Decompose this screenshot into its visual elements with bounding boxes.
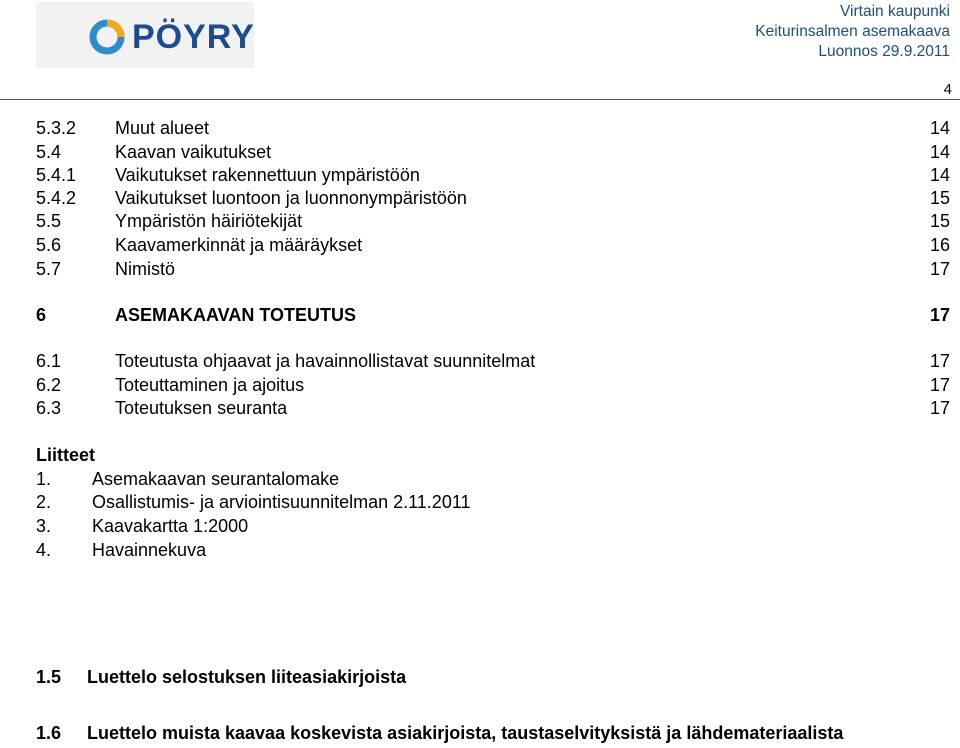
toc-page: 17 bbox=[929, 351, 950, 371]
attachment-item bbox=[36, 515, 248, 538]
toc-number: 6.3 bbox=[36, 398, 62, 418]
attachment-item bbox=[36, 491, 471, 514]
poyry-logo-icon bbox=[88, 18, 126, 56]
toc-number: 6 bbox=[36, 305, 47, 325]
toc-title: ASEMAKAAVAN TOTEUTUS bbox=[115, 305, 357, 325]
toc-number: 6.1 bbox=[36, 351, 62, 371]
company-logo bbox=[36, 2, 254, 68]
toc-title: Vaikutukset rakennettuun ympäristöön bbox=[115, 165, 420, 185]
toc-title: Toteuttaminen ja ajoitus bbox=[115, 375, 305, 395]
toc-number: 5.4.1 bbox=[36, 165, 77, 185]
toc-page: 15 bbox=[929, 211, 950, 231]
toc-page: 14 bbox=[929, 118, 950, 138]
header-divider bbox=[0, 99, 960, 100]
toc-title: Vaikutukset luontoon ja luonnonympäristöön bbox=[115, 188, 467, 208]
toc-row bbox=[36, 210, 950, 233]
toc-number: 5.3.2 bbox=[36, 118, 77, 138]
header-plan-name: Keiturinsalmen asemakaava bbox=[755, 23, 950, 40]
toc-page: 14 bbox=[929, 165, 950, 185]
toc-row bbox=[36, 141, 950, 164]
section-title: Luettelo selostuksen liiteasiakirjoista bbox=[87, 667, 407, 687]
toc-row bbox=[36, 350, 950, 373]
toc-page: 14 bbox=[929, 142, 950, 162]
attachment-title: Kaavakartta 1:2000 bbox=[92, 516, 249, 536]
toc-title: Muut alueet bbox=[115, 118, 210, 138]
toc-number: 5.5 bbox=[36, 211, 62, 231]
toc-title: Nimistö bbox=[115, 259, 176, 279]
logo-text: PÖYRY bbox=[132, 18, 255, 56]
toc-page: 17 bbox=[929, 305, 950, 325]
attachment-number: 1. bbox=[36, 469, 52, 489]
toc-title: Kaavamerkinnät ja määräykset bbox=[115, 235, 363, 255]
toc-page: 16 bbox=[929, 235, 950, 255]
toc-row bbox=[36, 164, 950, 187]
toc-number: 5.4.2 bbox=[36, 188, 77, 208]
toc-number: 5.6 bbox=[36, 235, 62, 255]
section-heading bbox=[36, 722, 843, 745]
attachment-number: 3. bbox=[36, 516, 52, 536]
section-number: 1.5 bbox=[36, 667, 62, 687]
toc-page: 15 bbox=[929, 188, 950, 208]
toc-row bbox=[36, 397, 950, 420]
header-municipality: Virtain kaupunki bbox=[839, 3, 950, 20]
attachment-item bbox=[36, 539, 206, 562]
toc-row bbox=[36, 258, 950, 281]
attachment-number: 2. bbox=[36, 492, 52, 512]
toc-page: 17 bbox=[929, 398, 950, 418]
section-heading bbox=[36, 666, 406, 689]
toc-page: 17 bbox=[929, 375, 950, 395]
attachment-title: Osallistumis- ja arviointisuunnitelman 2.11.2011 bbox=[92, 492, 471, 512]
toc-title: Toteutuksen seuranta bbox=[115, 398, 288, 418]
attachments-heading: Liitteet bbox=[36, 445, 96, 465]
toc-row bbox=[36, 117, 950, 140]
toc-row bbox=[36, 234, 950, 257]
attachment-item bbox=[36, 468, 339, 491]
section-title: Luettelo muista kaavaa koskevista asiakirjoista, taustaselvityksistä ja lähdemateriaalista bbox=[87, 723, 844, 743]
toc-row bbox=[36, 187, 950, 210]
toc-title: Toteutusta ohjaavat ja havainnollistavat suunnitelmat bbox=[115, 351, 536, 371]
toc-number: 5.4 bbox=[36, 142, 62, 162]
attachment-title: Havainnekuva bbox=[92, 540, 207, 560]
toc-page: 17 bbox=[929, 259, 950, 279]
toc-number: 6.2 bbox=[36, 375, 62, 395]
header-draft-date: Luonnos 29.9.2011 bbox=[818, 43, 950, 60]
attachment-title: Asemakaavan seurantalomake bbox=[92, 469, 340, 489]
page-number: 4 bbox=[943, 81, 952, 98]
toc-chapter-row bbox=[36, 304, 950, 327]
toc-row bbox=[36, 374, 950, 397]
attachment-number: 4. bbox=[36, 540, 52, 560]
toc-title: Kaavan vaikutukset bbox=[115, 142, 272, 162]
toc-title: Ympäristön häiriötekijät bbox=[115, 211, 303, 231]
section-number: 1.6 bbox=[36, 723, 62, 743]
toc-number: 5.7 bbox=[36, 259, 62, 279]
